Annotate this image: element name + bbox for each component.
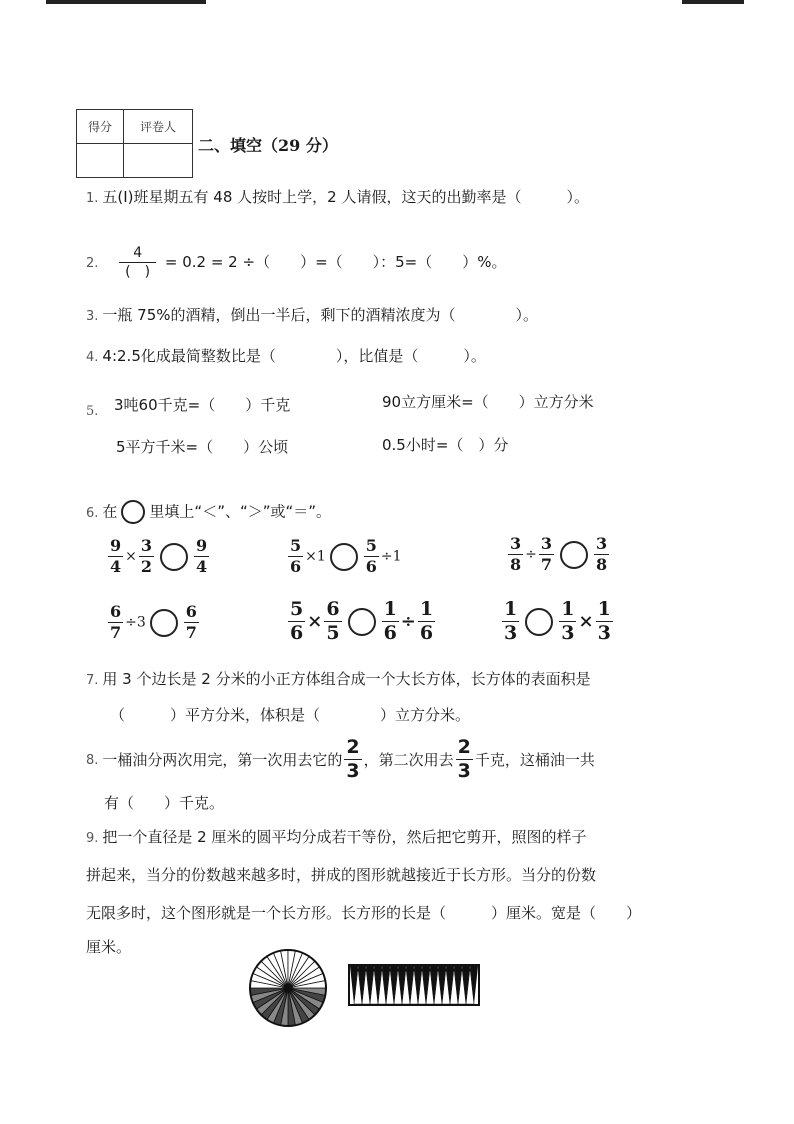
question-9-line-3: 无限多时，这个图形就是一个长方形。长方形的长是（ ）厘米。宽是（ ） (86, 904, 642, 922)
question-number: 7. (86, 673, 99, 688)
question-1 (86, 186, 589, 207)
question-3 (86, 304, 538, 325)
question-8-line-2: 有（ ）千克。 (104, 794, 225, 812)
question-5a: 3吨60千克=（ ）千克 (114, 396, 291, 414)
question-text: 一瓶 75%的酒精，倒出一半后，剩下的酒精浓度为（ ）。 (102, 306, 539, 324)
question-number: 6. (86, 505, 99, 521)
question-number: 4. (86, 350, 99, 365)
compare-circle[interactable] (348, 608, 376, 636)
question-9-line-1: 9. 把一个直径是 2 厘米的圆平均分成若干等份，然后把它剪开，照图的样子 (86, 828, 587, 846)
section-title: 二、填空（29 分） (198, 136, 338, 155)
compare-item-3: $\frac{3}{8}$ ÷ $\frac{3}{7}$ $\frac{3}{8}$ (510, 534, 608, 574)
circle-symbol-icon (121, 500, 145, 524)
score-label: 得分 (77, 110, 124, 144)
question-7-line-2: （ ）平方分米，体积是（ ）立方分米。 (110, 706, 471, 724)
compare-item-4: $\frac{6}{7}$ ÷3 $\frac{6}{7}$ (110, 602, 197, 642)
rearranged-rectangle-figure (346, 962, 482, 1008)
compare-circle[interactable] (160, 543, 188, 571)
question-7-line-1: 7. 用 3 个边长是 2 分米的小正方体组合成一个大长方体，长方体的表面积是 (86, 670, 591, 688)
question-5-number: 5. (86, 404, 99, 419)
question-9-line-2: 拼起来，当分的份数越来越多时，拼成的图形就越接近于长方形。当分的份数 (86, 866, 597, 884)
question-text: 五(I)班星期五有 48 人按时上学，2 人请假，这天的出勤率是（ ）。 (102, 188, 589, 206)
question-text: = 0.2 = 2 ÷（ ）=（ ）：5=（ ）%。 (164, 253, 507, 271)
score-table (76, 109, 193, 178)
grader-label: 评卷人 (124, 110, 193, 144)
compare-circle[interactable] (330, 543, 358, 571)
top-edge-left (46, 0, 206, 4)
divided-circle-figure (246, 946, 330, 1030)
score-cell[interactable] (77, 144, 124, 178)
compare-item-6: $\frac{1}{3}$ $\frac{1}{3}$ × $\frac{1}{3}$ (504, 598, 611, 644)
question-6: 6. 在 里填上“＜”、“＞”或“＝”。 (86, 500, 331, 524)
question-text: 4:2.5化成最简整数比是（ ），比值是（ ）。 (102, 347, 486, 365)
question-9-line-4: 厘米。 (86, 938, 132, 956)
question-number: 1. (86, 191, 99, 206)
grader-cell[interactable] (124, 144, 193, 178)
question-4 (86, 345, 486, 366)
rectangle-wedges (350, 966, 478, 1004)
top-edge-right (682, 0, 744, 4)
question-number: 3. (86, 309, 99, 324)
compare-circle[interactable] (560, 541, 588, 569)
compare-circle[interactable] (525, 608, 553, 636)
question-5c: 5平方千米=（ ）公顷 (116, 438, 289, 456)
compare-circle[interactable] (150, 609, 178, 637)
question-number: 9. (86, 831, 99, 846)
compare-item-5: $\frac{5}{6}$ × $\frac{6}{5}$ $\frac{1}{6}$ ÷ $\frac{1}{6}$ (290, 598, 434, 644)
question-8-line-1: 8. 一桶油分两次用完，第一次用去它的 $\frac{2}{3}$ ，第二次用去 $\frac{2}{3}$ 千克，这桶油一共 (86, 736, 595, 782)
question-number: 2. (86, 256, 99, 271)
compare-item-1: $\frac{9}{4}$ × $\frac{3}{2}$ $\frac{9}{4}$ (110, 536, 208, 576)
question-2 (86, 246, 507, 279)
compare-item-2: $\frac{5}{6}$ ×1 $\frac{5}{6}$ ÷1 (290, 536, 402, 576)
question-5b: 90立方厘米=（ ）立方分米 (382, 393, 594, 411)
fraction: $\frac{4}{( )}$ (119, 246, 156, 279)
question-number: 8. (86, 753, 99, 768)
question-5d: 0.5小时=（ ）分 (382, 436, 509, 454)
